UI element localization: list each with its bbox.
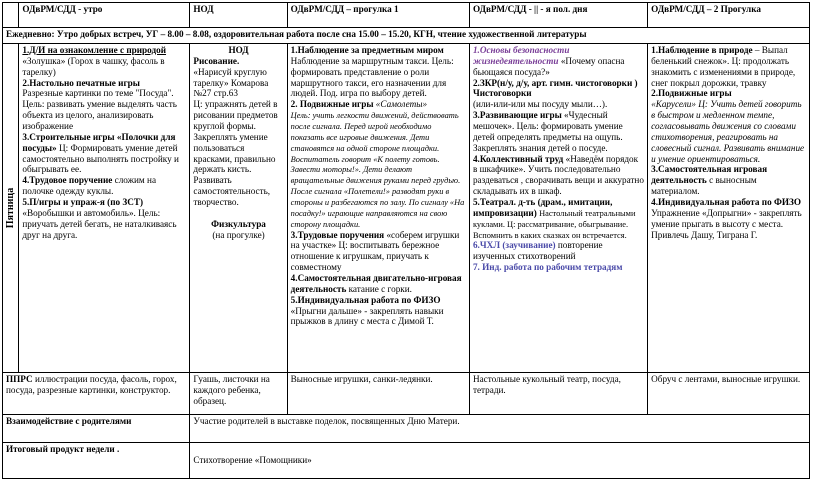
afternoon-item-5-text-b: Вспомнить в каких сказках он встречается.	[472, 230, 627, 240]
result-text: Стихотворение «Помощники»	[190, 443, 810, 479]
pprs-morning-cell	[3, 373, 190, 415]
afternoon-cell	[469, 44, 647, 373]
afternoon-item-5-title: 5.Театрал. д-ть (драм., имитации, импровизации)	[472, 197, 613, 218]
walk2-item-3-title: 3.Самостоятельная игровая деятельность	[651, 164, 768, 186]
corner-cell	[3, 3, 19, 28]
morning-item-4-text: сложим на полочке одежду куклы.	[22, 175, 157, 197]
parents-text: Участие родителей в выставке поделок, посвященных Дню Матери.	[190, 415, 810, 443]
walk1-item-4-title: 4.Самостоятельная двигательно-игровая деятельность	[290, 273, 462, 294]
daily-routine: Ежедневно: Утро добрых встреч, УГ – 8.00 – 8.08, оздоровительная работа после сна 15.00 – 15.20, КГН, чтение художественной литературы	[3, 28, 810, 44]
morning-item-5-text: «Воробышки и автомобиль». Цель: приучать детей бегать, не наталкиваясь друг на друга.	[22, 207, 177, 240]
pprs-walk2: Обруч с лентами, выносные игрушки.	[648, 373, 810, 415]
afternoon-item-3-text: «Чудесный мешочек». Цель: формировать умение детей определять предметы на ощупь. Закреплять знания детей о посуде.	[472, 110, 623, 153]
header-row	[3, 3, 810, 28]
weekly-plan-table	[2, 2, 810, 479]
walk1-item-4-text: катание с горки.	[348, 283, 412, 294]
pprs-nod: Гуашь, листочки на каждого ребенка, образец.	[190, 373, 287, 415]
pprs-label: ППРС	[6, 374, 33, 384]
walk1-item-2-name: «Самолеты»	[375, 99, 428, 110]
walk1-item-5-title: 5.Индивидуальная работа по ФИЗО	[290, 294, 441, 305]
nod-title: НОД	[228, 45, 249, 55]
nod-cell	[190, 44, 287, 373]
walk2-item-3-text: с выносным материалом.	[651, 175, 757, 197]
header-morning: ОДвРМ/СДД - утро	[19, 3, 190, 28]
walk1-cell	[287, 44, 469, 373]
result-label: Итоговый продукт недели .	[3, 443, 190, 479]
walk1-item-1-text: Наблюдение за маршрутным такси. Цель: формировать представление о роли маршрутного такси, его назначении для людей. Под. игра по выбору детей.	[290, 55, 454, 99]
nod-drawing-text: «Нарисуй круглую тарелку» Комарова №27 стр.63	[193, 66, 269, 99]
afternoon-item-4-text: «Наведём порядок в шкафчике». Учить последовательно раздеваться , сворачивать вещи и аккуратно складывать их в шкаф.	[472, 153, 644, 197]
morning-cell	[19, 44, 190, 373]
header-walk1: ОДвРМ/СДД – прогулка 1	[287, 3, 469, 28]
afternoon-item-6-title: 6.ЧХЛ (заучивание)	[472, 240, 556, 251]
morning-item-3-text: Ц: Формировать умение детей самостоятельно выполнять постройку и обыгрывать ее.	[22, 142, 179, 175]
parents-row	[3, 415, 810, 443]
morning-item-5-title: 5.П/игры и упраж-я (по ЗСТ)	[22, 197, 144, 208]
walk2-item-2-title: 2.Подвижные игры	[651, 88, 732, 99]
morning-item-1-title: 1.Д/И на ознакомление с природой	[22, 45, 167, 55]
walk1-item-5-text: «Прыгни дальше» - закреплять навыки прыжков в длину с места с Димой Т.	[290, 305, 444, 327]
walk2-item-1-text: – Выпал беленький снежок». Ц: продолжать знакомить с изменениями в природе, снег покрыл дорожки, травку	[651, 45, 796, 88]
morning-item-1-text: «Золушка» (Горох в чашку, фасоль в тарелку)	[22, 55, 165, 77]
header-walk2: ОДвРМ/СДД – 2 Прогулка	[648, 3, 810, 28]
afternoon-item-1-text: «Почему опасна бьющаяся посуда?»	[472, 55, 625, 77]
walk2-item-4-title: 4.Индивидуальная работа по ФИЗО	[651, 197, 802, 208]
morning-item-2-text: Разрезные картинки по теме "Посуда". Цель: развивать умение выделять часть объекта из целого, анализировать изображение	[22, 88, 177, 132]
morning-item-3-title: 3.Строительные игры «Полочки для посуды»	[22, 131, 176, 153]
walk1-item-1-title: 1.Наблюдение за предметным миром	[290, 45, 444, 55]
daily-row	[3, 28, 810, 44]
afternoon-item-2-text: (или-или-или мы посуду мыли…).	[472, 99, 608, 110]
friday-row	[3, 44, 810, 373]
afternoon-item-7-title: 7. Инд. работа по рабочим тетрадям	[472, 262, 623, 273]
pprs-row	[3, 373, 810, 415]
afternoon-item-5-text-a: Настольный театральными куклами. Ц: рассматривание, обыгрывание.	[472, 208, 636, 229]
result-row	[3, 443, 810, 479]
walk1-item-2-text: Цель: учить легкости движений, действовать после сигнала. Перед игрой необходимо показать все игровые движения. Дети становятся на одной стороне площадки. Воспитатель говорит «К полету готовь. Завести моторы!». Дети делают вращательные движения руками перед грудью. После сигнала «Полетели!» разводят руки в стороны и разбегаются по залу. По сигналу «На посадку!» играющие направляются на свою сторону площадки.	[290, 111, 465, 229]
nod-pe-text: (на прогулке)	[212, 229, 265, 240]
walk1-item-3-text: «соберем игрушки на участке» Ц: воспитывать бережное отношение к игрушкам, приучать к совместному	[290, 229, 460, 273]
walk1-item-3-title: 3.Трудовые поручения	[290, 229, 385, 240]
header-nod: НОД	[190, 3, 287, 28]
afternoon-item-1-title: 1.Основы безопасности жизнедеятельности	[472, 45, 570, 66]
walk2-item-1-title: 1.Наблюдение в природе	[651, 45, 753, 55]
pprs-walk1: Выносные игрушки, санки-ледянки.	[287, 373, 469, 415]
day-label: Пятница	[4, 187, 16, 229]
walk2-cell	[648, 44, 810, 373]
afternoon-item-6-text: повторение изученных стихотворений	[472, 240, 603, 262]
afternoon-item-3-title: 3.Развивающие игры	[472, 110, 562, 121]
afternoon-item-2-title: 2.ЗКР(н/у, д/у, арт. гимн. чистоговорки ) Чистоговорки	[472, 77, 638, 99]
day-cell	[3, 44, 19, 373]
walk2-item-2-text: Ц: Учить детей говорить в быстром и медленном темпе, согласовывать движения со словами стихотворения, реагировать на словесный сигнал. Развивать внимание и умение ориентироваться.	[651, 99, 805, 164]
afternoon-item-4-title: 4.Коллективный труд	[472, 153, 564, 164]
nod-drawing-goal: Ц: упражнять детей в рисовании предметов круглой формы. Закреплять умение пользоваться красками, правильно держать кисть. Развивать самостоятельность, творчество.	[193, 99, 278, 208]
walk2-item-4-text: Упражнение «Допрыгни» - закреплять умение прыгать в высоту с места. Привлечь Дашу, Тиграна Г.	[651, 207, 802, 240]
walk1-item-2-title: 2. Подвижные игры	[290, 99, 374, 110]
nod-drawing-title: Рисование.	[193, 55, 240, 66]
pprs-morning: иллюстрации посуда, фасоль, горох, посуда, разрезные картинки, конструктор.	[6, 374, 177, 395]
walk2-item-2-name: «Карусели»	[651, 99, 696, 110]
morning-item-4-title: 4.Трудовое поручение	[22, 175, 113, 186]
morning-item-2-title: 2.Настольно печатные игры	[22, 77, 140, 88]
pprs-afternoon: Настольные кукольный театр, посуда, тетради.	[469, 373, 647, 415]
header-afternoon: ОДвРМ/СДД - || - я пол. дня	[469, 3, 647, 28]
nod-pe-title: Физкультура	[211, 218, 266, 229]
parents-label: Взаимодействие с родителями	[3, 415, 190, 443]
